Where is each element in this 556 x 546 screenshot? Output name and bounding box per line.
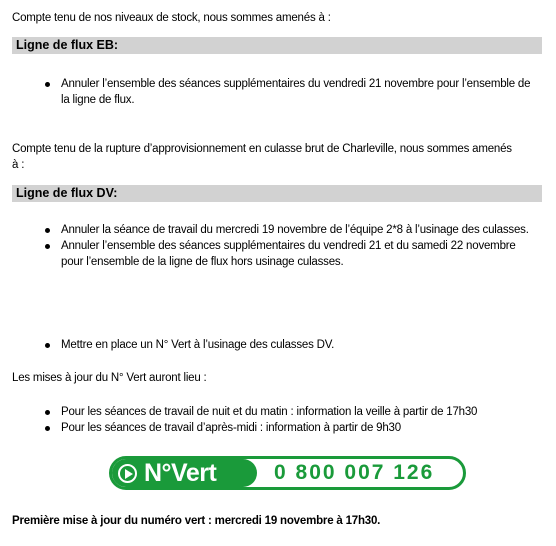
rupture-line2: à :	[12, 159, 25, 171]
eb-bullet-line2: la ligne de flux.	[61, 94, 135, 106]
rupture-text	[12, 141, 542, 173]
eb-bullet-list	[12, 76, 542, 108]
update-item-2: Pour les séances de travail d’après-midi : information à partir de 9h30	[61, 422, 401, 434]
eb-bullet-line1: Annuler l’ensemble des séances supplémentaires du vendredi 21 novembre pour l’ensemble de	[61, 78, 531, 90]
play-arrow-icon	[118, 464, 137, 483]
section-heading-eb: Ligne de flux EB:	[12, 37, 542, 54]
list-item	[12, 337, 542, 353]
dv-bullet-list-2	[12, 337, 542, 353]
updates-intro: Les mises à jour du N° Vert auront lieu :	[12, 372, 207, 384]
dv-bullet3: Mettre en place un N° Vert à l’usinage des culasses DV.	[61, 339, 335, 351]
list-item	[12, 404, 542, 420]
numero-vert-number: 0 800 007 126	[274, 461, 435, 484]
rupture-line1: Compte tenu de la rupture d’approvisionnement en culasse brut de Charleville, nous sommes amenés	[12, 143, 512, 155]
list-item	[12, 420, 542, 436]
update-item-1: Pour les séances de travail de nuit et du matin : information la veille à partir de 17h30	[61, 406, 478, 418]
footer-text: Première mise à jour du numéro vert : mercredi 19 novembre à 17h30.	[12, 515, 381, 527]
intro-text: Compte tenu de nos niveaux de stock, nous sommes amenés à :	[12, 12, 331, 24]
dv-bullet1: Annuler la séance de travail du mercredi 19 novembre de l’équipe 2*8 à l’usinage des culasses.	[61, 224, 529, 236]
bullet-icon	[45, 82, 50, 87]
list-item	[12, 222, 542, 238]
bullet-icon	[45, 343, 50, 348]
dv-bullet2-line1: Annuler l’ensemble des séances supplémentaires du vendredi 21 et du samedi 22 novembre	[61, 240, 516, 252]
list-item	[12, 238, 542, 270]
section-heading-dv: Ligne de flux DV:	[12, 185, 542, 202]
numero-vert-logo	[109, 456, 466, 490]
dv-bullet-list	[12, 222, 542, 270]
list-item	[12, 76, 542, 108]
bullet-icon	[45, 244, 50, 249]
bullet-icon	[45, 410, 50, 415]
dv-bullet2-line2: pour l’ensemble de la ligne de flux hors usinage culasses.	[61, 256, 344, 268]
updates-list	[12, 404, 542, 436]
bullet-icon	[45, 228, 50, 233]
bullet-icon	[45, 426, 50, 431]
numero-vert-label: N°Vert	[144, 459, 217, 487]
numero-vert-badge	[112, 459, 257, 487]
